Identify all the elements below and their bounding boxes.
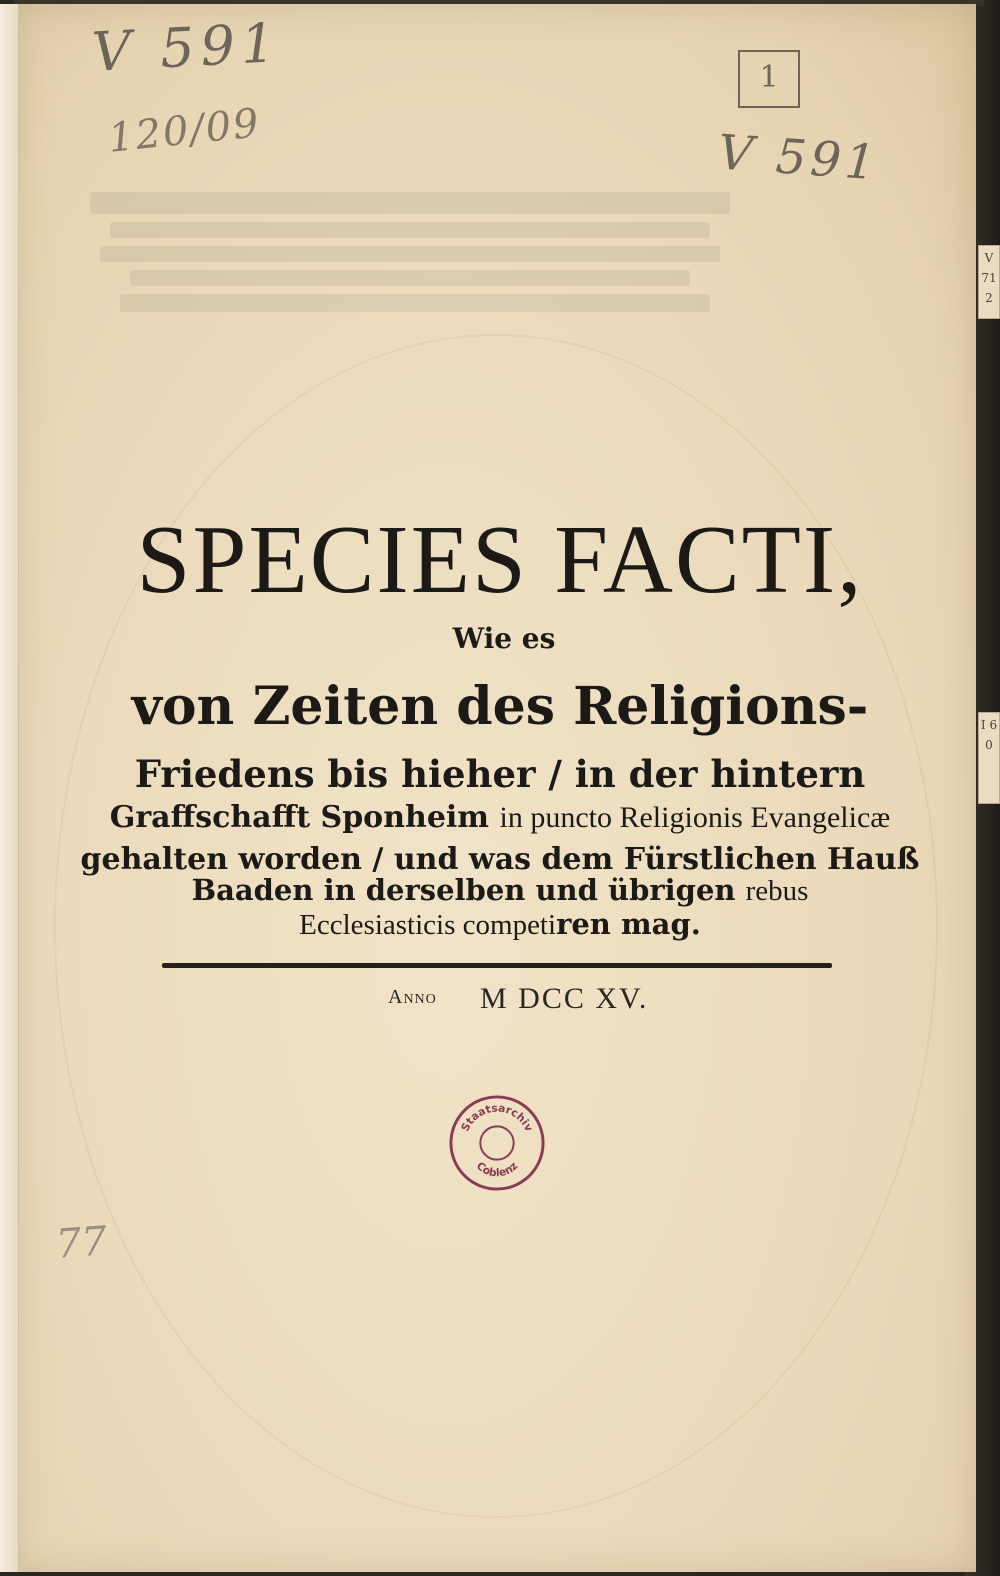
title-line-1: von Zeiten des Religions-	[131, 676, 869, 737]
svg-text:Coblenz	[474, 1159, 521, 1179]
shelfmark-top-right: V 591	[716, 124, 882, 192]
title-line-4: gehalten worden / und was dem Fürstlichen Hauß	[80, 842, 920, 877]
title-line-6	[0, 907, 1000, 942]
bleed-through-line	[130, 270, 690, 286]
bleed-through-line	[100, 246, 720, 262]
number-top-left: 120/09	[106, 100, 263, 162]
title-line-wie-es: Wie es	[452, 622, 556, 655]
margin-mark: 77	[54, 1218, 109, 1268]
side-tab-top	[978, 245, 1000, 319]
title-line-5-antiqua: rebus	[745, 875, 809, 907]
title-line-5-fraktur: Baaden in derselben und übrigen	[191, 873, 736, 907]
title-line-6-antiqua: Ecclesiasticis competi	[299, 909, 557, 941]
publication-year: M DCC XV.	[480, 982, 649, 1015]
title-line-2: Friedens bis hieher / in der hintern	[134, 752, 866, 796]
title-line-6-fraktur: ren mag.	[556, 907, 701, 941]
stamp-bottom-text: Coblenz	[473, 1159, 521, 1180]
anno-label: Anno	[388, 986, 437, 1008]
bleed-through-line	[110, 222, 710, 238]
document-title: SPECIES FACTI,	[136, 506, 864, 613]
archive-stamp-icon	[448, 1094, 546, 1192]
bleed-through-line	[120, 294, 710, 312]
title-line-3	[0, 800, 1000, 835]
title-line-3-antiqua: in puncto Religionis Evangelicæ	[499, 801, 891, 834]
shelfmark-top-left: V 591	[90, 11, 283, 84]
title-line-3-fraktur: Graffschafft Sponheim	[109, 800, 490, 835]
stamp-top-text: Staatsarchiv	[458, 1101, 536, 1134]
title-line-5	[0, 873, 1000, 908]
horizontal-rule	[162, 963, 832, 968]
side-tab-middle-label: I 6 0	[980, 718, 998, 752]
boxed-number: 1	[738, 50, 800, 108]
side-tab-top-label: V 71 2	[981, 251, 997, 305]
bleed-through-line	[90, 192, 730, 214]
